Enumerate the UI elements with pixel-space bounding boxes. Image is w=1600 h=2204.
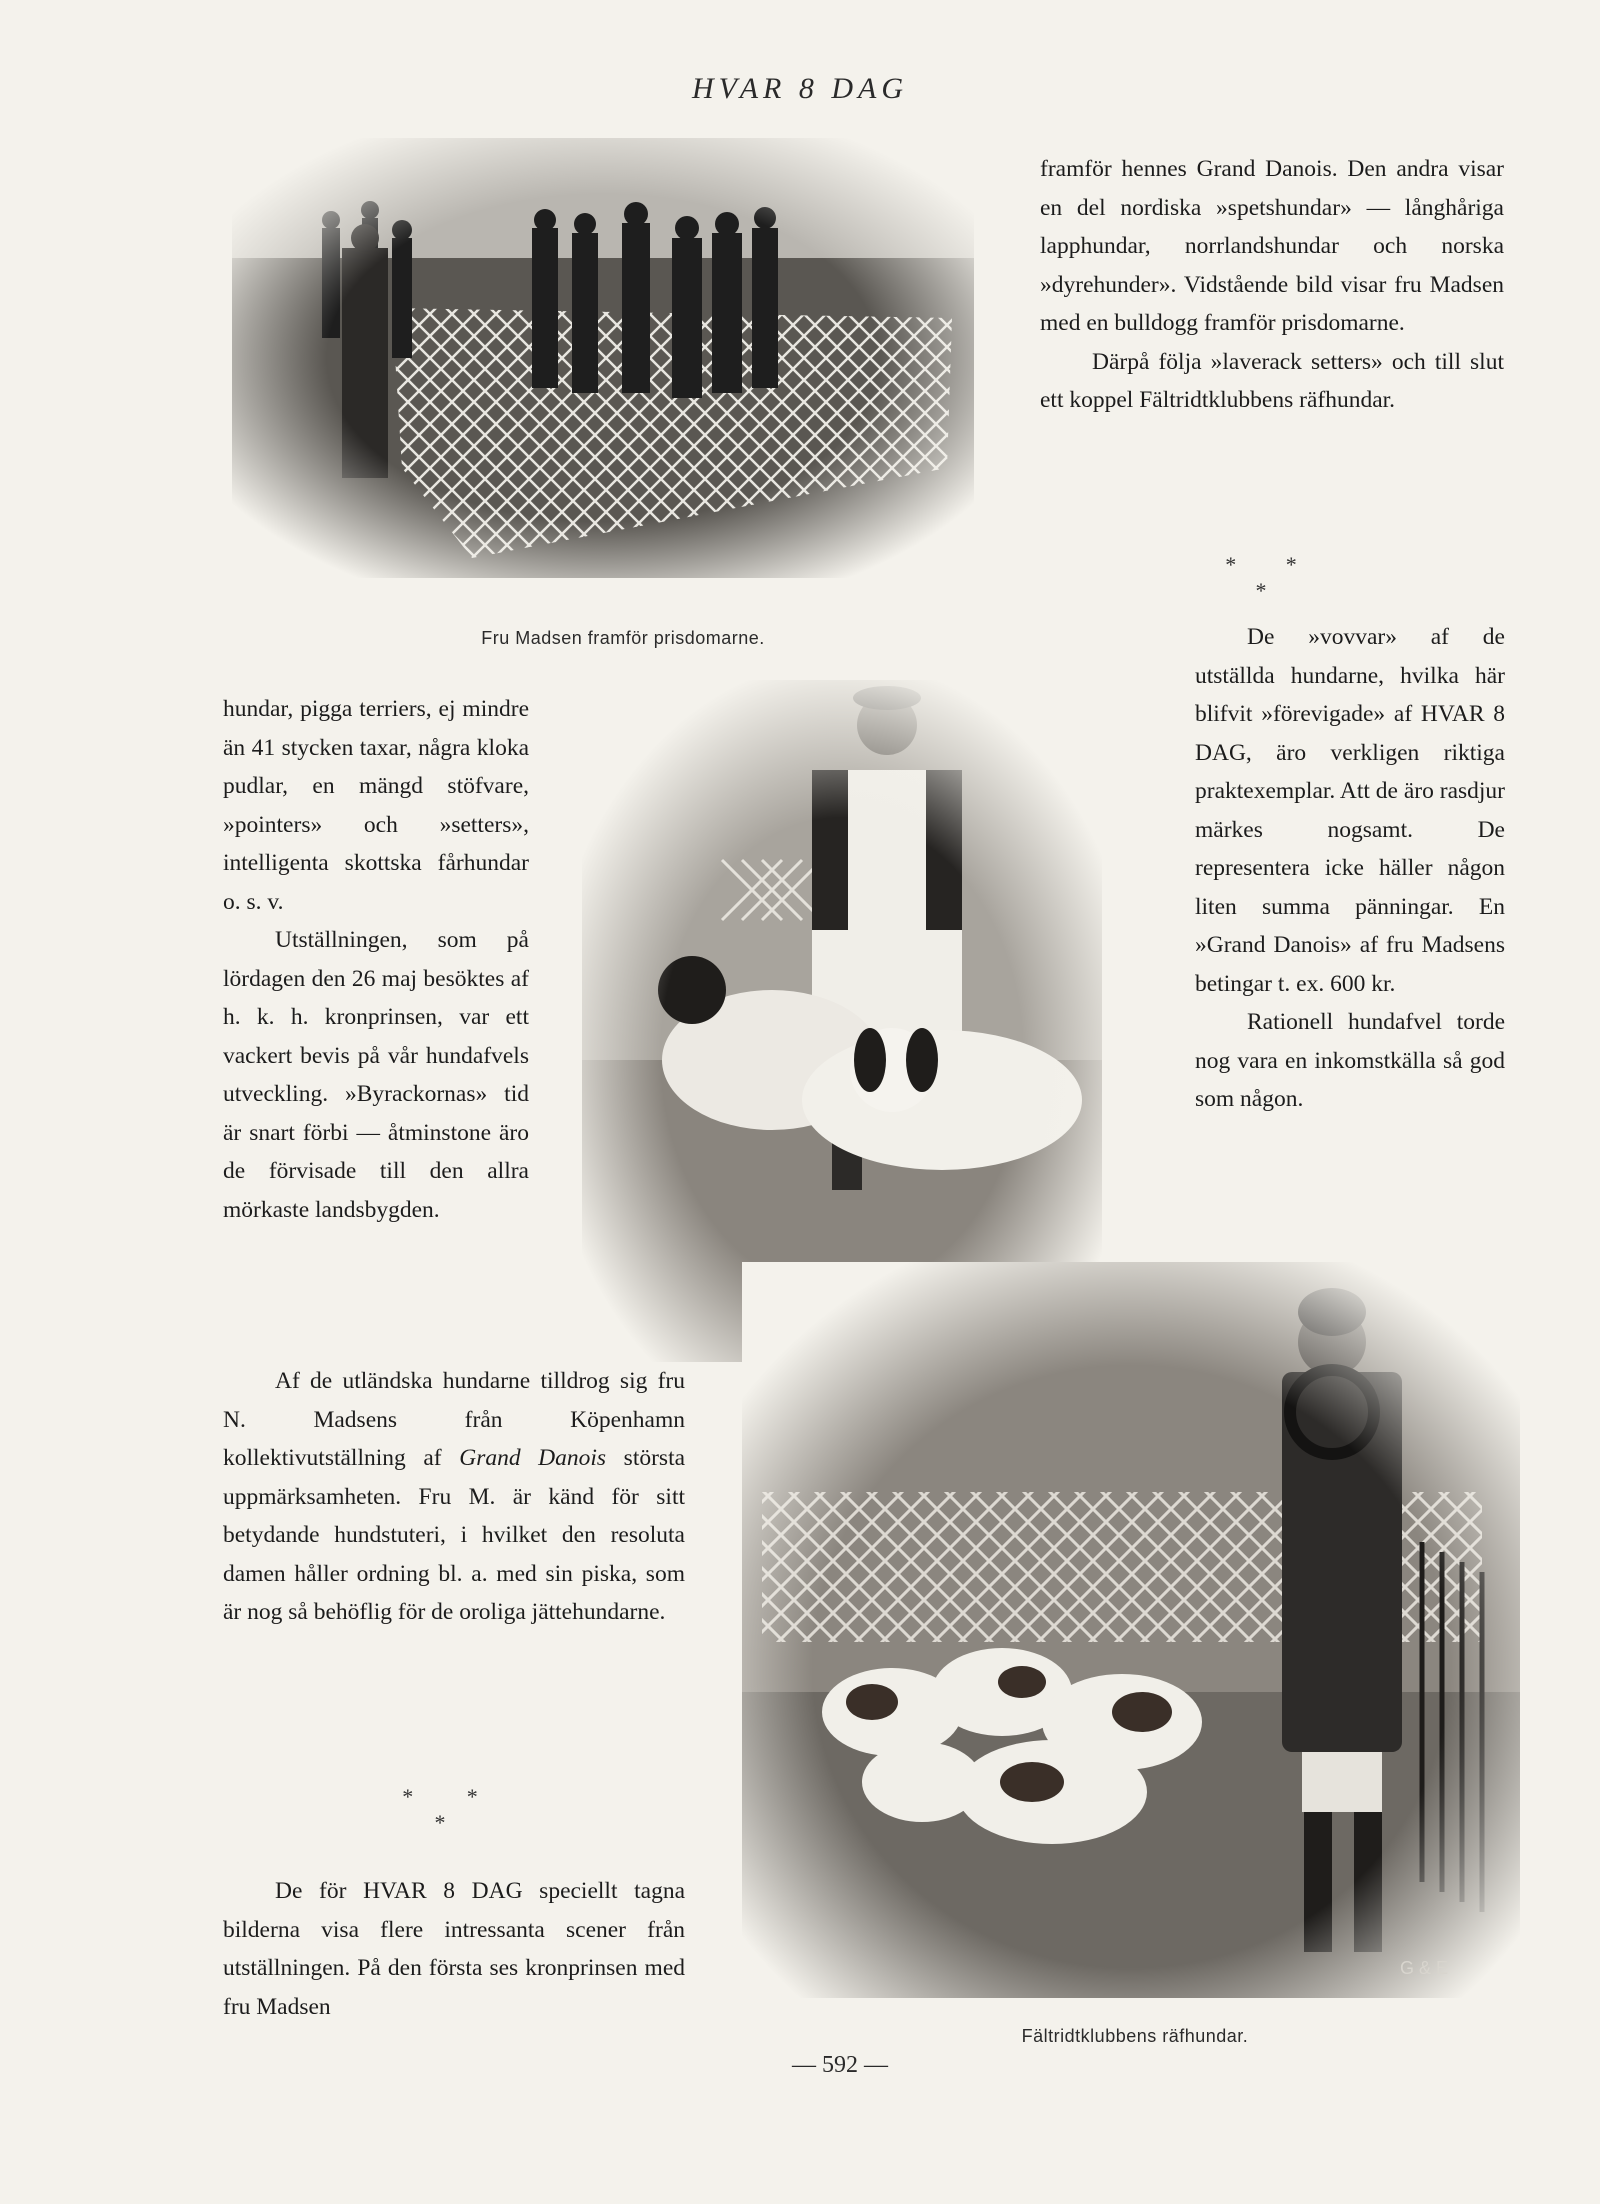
caption-photo-1: Fru Madsen framför prisdomarne. [481, 628, 765, 648]
italic-term: Grand Danois [459, 1445, 607, 1471]
section-separator-left: * * * [402, 1784, 502, 1835]
paragraph: Därpå följa »laverack setters» och till slut ett koppel Fältridtklubbens räfhundar. [1040, 348, 1504, 413]
article-left-column [223, 690, 529, 1229]
article-right-top [1040, 150, 1504, 420]
paragraph: Rationell hundafvel torde nog vara en inkomstkälla så god som någon. [1195, 1009, 1505, 1112]
paragraph: hundar, pigga terriers, ej mindre än 41 stycken taxar, några kloka pudlar, en mängd stöfvare, »pointers» och »setters», intelligenta skottska fårhundar o. s. v. [223, 696, 529, 915]
photo-laverack-setters [582, 680, 1102, 1362]
article-bottom-left [223, 1872, 685, 2026]
article-right-mid [1195, 618, 1505, 1119]
section-separator-right: * * * [1225, 552, 1319, 603]
photo-faltridtklubbens-hounds [742, 1262, 1520, 1998]
page-number: — 592 — [792, 2052, 888, 2078]
photo-monogram: G & E [1400, 1958, 1449, 1978]
paragraph-text: Af de utländska hundarne tilldrog sig fru N. Madsens från Köpenhamn kollektivutställning af [223, 1368, 685, 1471]
article-left-wide [223, 1362, 685, 1632]
paragraph: Utställningen, som på lördagen den 26 maj besöktes af h. k. h. kronprinsen, var ett vackert bevis på vår hundafvels utveckling. »Byrackornas» tid är snart förbi — åtminstone äro de förvisade till den allra mörkaste landsbygden. [223, 927, 529, 1223]
caption-photo-3: Fältridtklubbens räfhundar. [1021, 2026, 1249, 2046]
paragraph: De »vovvar» af de utställda hundarne, hvilka här blifvit »förevigade» af HVAR 8 DAG, äro verkligen riktiga praktexemplar. Att de äro rasdjur märkes nogsamt. De representera icke häller någon liten summa pänningar. En »Grand Danois» af fru Madsens betingar t. ex. 600 kr. [1195, 624, 1505, 997]
photo-fru-madsen-judges [232, 138, 974, 578]
paragraph: framför hennes Grand Danois. Den andra visar en del nordiska »spetshundar» — långhåriga lapphundar, norrlandshundar och norska »dyrehunder». Vidstående bild visar fru Madsen med en bulldogg framför prisdomarne. [1040, 156, 1504, 336]
paragraph-text: största uppmärksamheten. Fru M. är känd för sitt betydande hundstuteri, i hvilket den resoluta damen håller ordning bl. a. med sin piska, som är nog så behöflig för de oroliga jättehundarne. [223, 1445, 686, 1625]
paragraph: De för HVAR 8 DAG speciellt tagna bilderna visa flere intressanta scener från utställningen. På den första ses kronprinsen med fru Madsen [223, 1878, 685, 2020]
paragraph [223, 1362, 685, 1632]
running-head: HVAR 8 DAG [691, 72, 909, 105]
